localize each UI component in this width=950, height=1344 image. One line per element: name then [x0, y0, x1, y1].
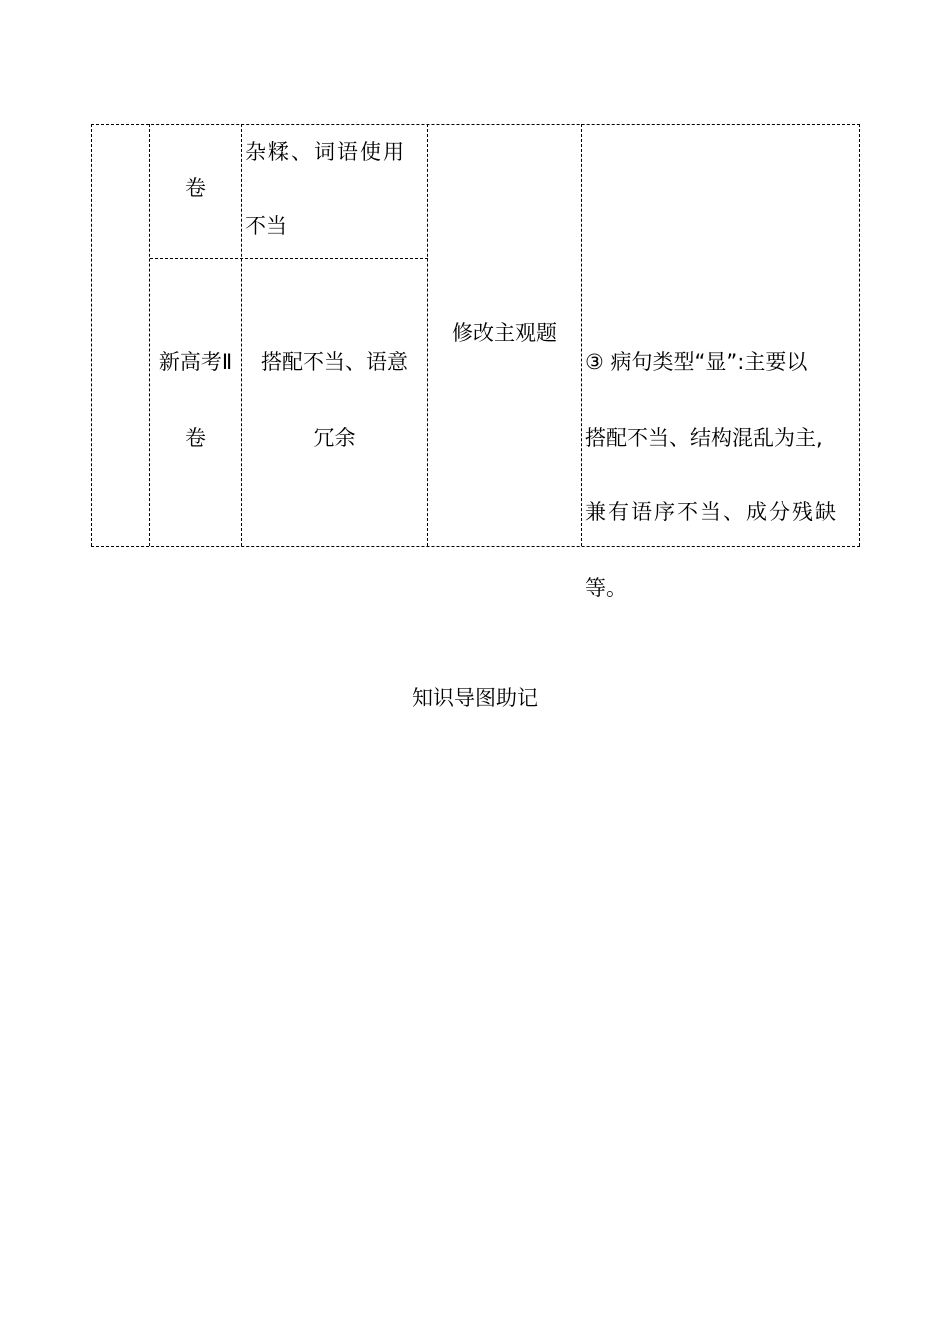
summary-line1: ③ 病句类型“显”:主要以	[585, 350, 808, 374]
summary-line2: 搭配不当、结构混乱为主,	[585, 426, 823, 450]
table-left-border	[91, 124, 92, 546]
row2-error-types-line1: 搭配不当、语意	[261, 350, 408, 374]
summary-line3: 兼有语序不当、成分残缺	[585, 500, 838, 524]
question-type-cell-text: 修改主观题	[452, 321, 557, 345]
row1-error-types-line2: 不当	[245, 214, 287, 238]
row2-exam-line2: 卷	[185, 426, 206, 450]
row2-error-types-line2: 冗余	[313, 426, 356, 450]
column-divider-4	[581, 124, 582, 546]
summary-line4: 等。	[585, 576, 627, 600]
column-divider-2	[241, 124, 242, 546]
row-divider	[150, 258, 428, 259]
table-top-border	[91, 124, 860, 125]
row1-exam-cell-text: 卷	[185, 176, 206, 200]
table-right-border	[859, 124, 860, 546]
row1-error-types-line1: 杂糅、词语使用	[245, 140, 406, 164]
section-heading: 知识导图助记	[412, 686, 538, 710]
row2-exam-line1: 新高考Ⅱ	[158, 350, 233, 374]
table-bottom-border	[91, 546, 860, 547]
